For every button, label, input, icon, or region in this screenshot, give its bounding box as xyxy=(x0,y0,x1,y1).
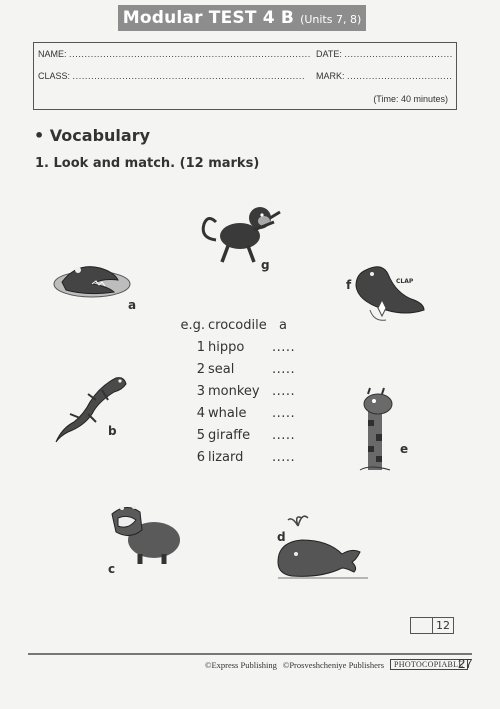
publisher-2: ©Prosveshcheniye Publishers xyxy=(282,659,385,670)
picture-letter-f: f xyxy=(346,278,352,292)
name-field[interactable]: NAME: .............................................................................. xyxy=(38,49,311,59)
picture-letter-e: e xyxy=(400,442,409,456)
matching-list xyxy=(175,318,315,472)
item-number: 4 xyxy=(196,406,205,421)
item-number: 5 xyxy=(196,428,205,443)
mark-label: MARK: xyxy=(316,71,345,81)
seal-clap-label: CLAP xyxy=(396,278,414,285)
class-label: CLASS: xyxy=(38,71,71,81)
test-title: Modular TEST 4 B xyxy=(122,8,295,28)
date-label: DATE: xyxy=(316,49,342,59)
monkey-picture xyxy=(198,200,288,270)
answer-blank[interactable]: ..... xyxy=(272,340,296,355)
crocodile-picture xyxy=(52,254,132,304)
answer-blank[interactable]: ..... xyxy=(272,450,296,465)
class-field[interactable]: CLASS: ........................................................................... xyxy=(38,71,306,81)
item-number: 2 xyxy=(196,362,205,377)
item-number: 3 xyxy=(196,384,205,399)
list-item xyxy=(175,384,315,406)
picture-letter-d: d xyxy=(277,530,286,544)
list-item xyxy=(175,428,315,450)
item-word: monkey xyxy=(208,384,260,399)
picture-letter-a: a xyxy=(128,298,137,312)
list-item xyxy=(175,450,315,472)
item-number: 6 xyxy=(196,450,205,465)
lizard-picture xyxy=(52,370,132,444)
item-word: whale xyxy=(208,406,247,421)
page-number: 27 xyxy=(458,656,473,671)
name-label: NAME: xyxy=(38,49,67,59)
list-item xyxy=(175,362,315,384)
footer-divider xyxy=(28,653,472,655)
example-label: e.g. xyxy=(180,318,205,333)
test-units: (Units 7, 8) xyxy=(300,13,362,26)
test-title-banner xyxy=(118,5,366,31)
item-word: lizard xyxy=(208,450,244,465)
giraffe-picture xyxy=(350,390,410,476)
answer-blank[interactable]: ..... xyxy=(272,362,296,377)
publisher-1: ©Express Publishing xyxy=(205,659,277,670)
score-max: 12 xyxy=(436,619,450,632)
seal-picture xyxy=(352,260,432,330)
photocopiable-badge: PHOTOCOPIABLE xyxy=(390,659,468,670)
item-number: 1 xyxy=(196,340,205,355)
item-word: giraffe xyxy=(208,428,251,443)
student-info-box xyxy=(33,42,457,110)
task-title: 1. Look and match. (12 marks) xyxy=(35,156,260,171)
section-title: • Vocabulary xyxy=(34,126,151,145)
example-answer: a xyxy=(279,318,288,333)
list-item xyxy=(175,406,315,428)
picture-letter-g: g xyxy=(261,258,270,272)
time-limit: (Time: 40 minutes) xyxy=(373,94,448,104)
score-box xyxy=(410,617,454,634)
example-word: crocodile xyxy=(208,318,267,333)
score-input[interactable] xyxy=(411,618,433,633)
answer-blank[interactable]: ..... xyxy=(272,384,296,399)
picture-letter-b: b xyxy=(108,424,117,438)
item-word: hippo xyxy=(208,340,245,355)
whale-picture xyxy=(272,512,368,584)
date-field[interactable]: DATE: ................................... xyxy=(316,49,453,59)
answer-blank[interactable]: ..... xyxy=(272,406,296,421)
footer xyxy=(205,659,468,670)
mark-field[interactable]: MARK: .................................. xyxy=(316,71,453,81)
example-row xyxy=(175,318,315,340)
hippo-picture xyxy=(106,500,186,566)
item-word: seal xyxy=(208,362,235,377)
list-item xyxy=(175,340,315,362)
picture-letter-c: c xyxy=(108,562,116,576)
answer-blank[interactable]: ..... xyxy=(272,428,296,443)
